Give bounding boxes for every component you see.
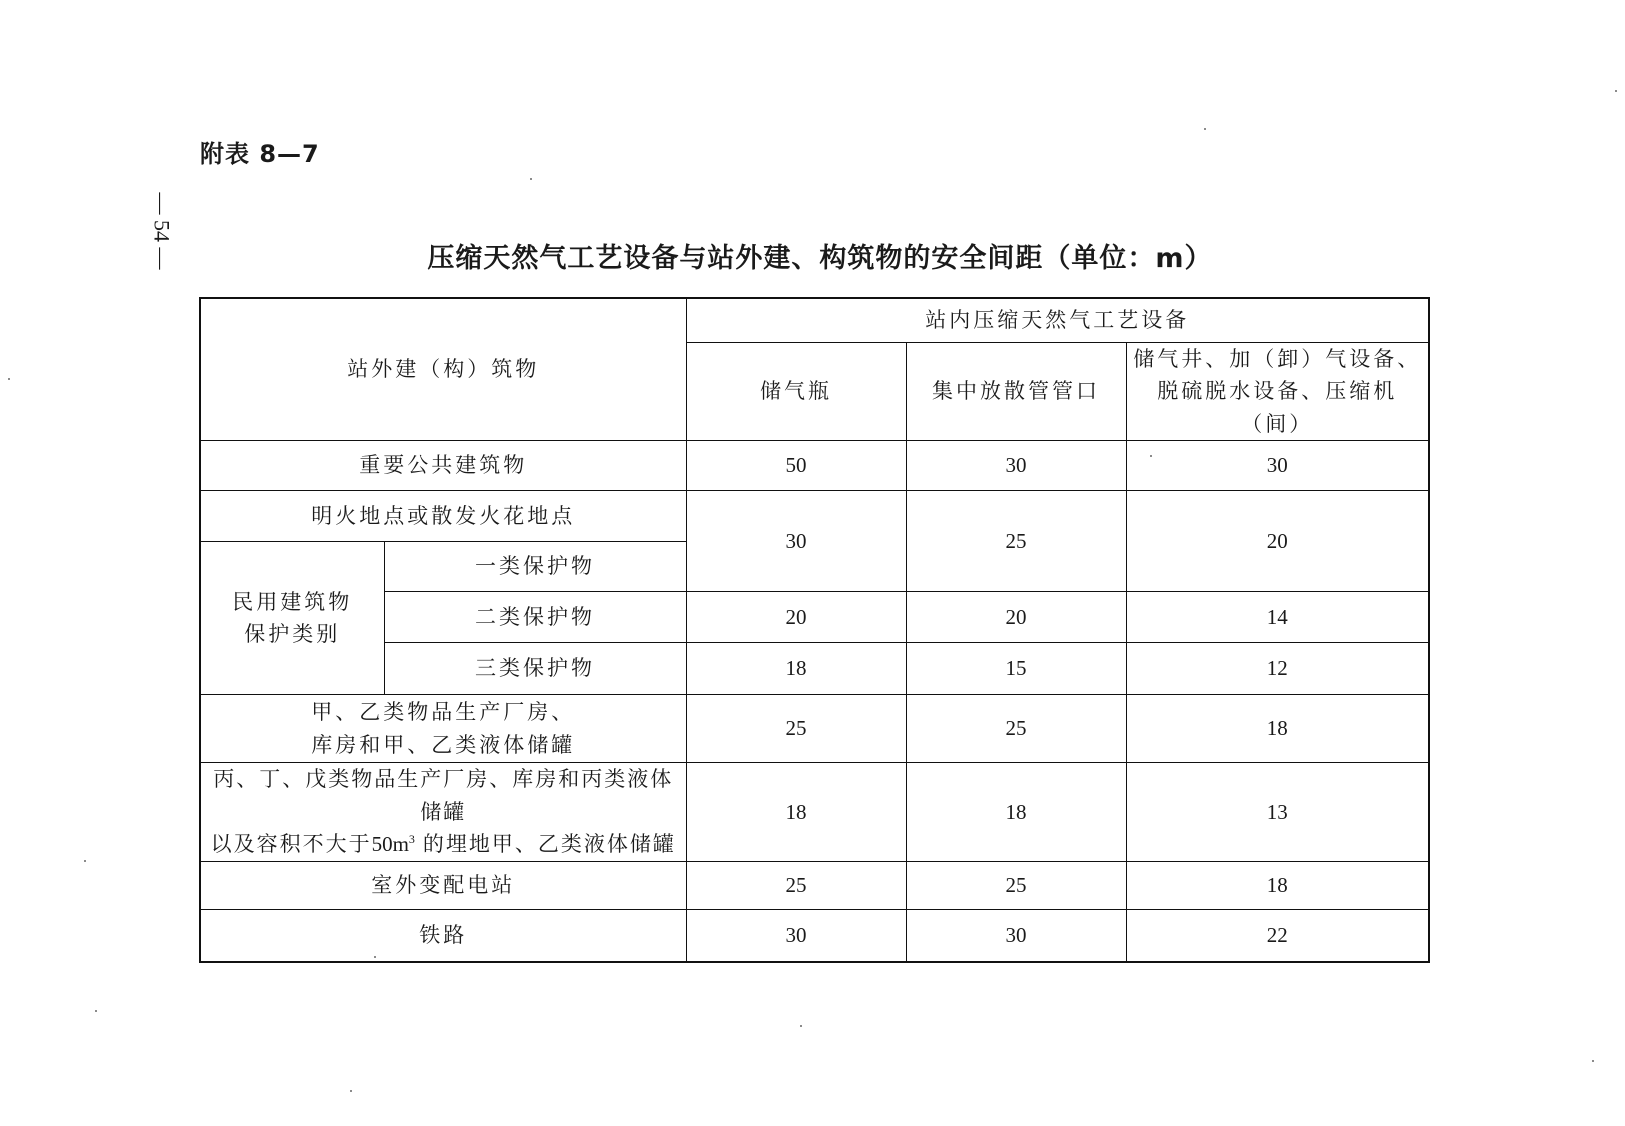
cell-value: 13 <box>1126 763 1429 862</box>
row-label: 二类保护物 <box>384 592 686 643</box>
cell-value: 12 <box>1126 643 1429 695</box>
volume-exponent: 3 <box>408 832 415 847</box>
civil-building-group-label <box>200 542 384 695</box>
page-number <box>146 176 176 286</box>
safety-distance-table <box>199 297 1430 963</box>
table-title: 压缩天然气工艺设备与站外建、构筑物的安全间距（单位：m） <box>427 243 1213 274</box>
scan-speck <box>84 860 86 862</box>
scan-speck <box>1615 90 1617 92</box>
cell-value: 18 <box>686 763 906 862</box>
appendix-label: 附表 8—7 <box>200 140 320 168</box>
row-label-fragment: 的埋地甲、乙类液体储罐 <box>422 832 676 857</box>
scan-speck <box>95 1010 97 1012</box>
row-header-cell: 站外建（构）筑物 <box>200 298 686 441</box>
col-header-gas-cylinder: 储气瓶 <box>686 342 906 441</box>
cell-value: 30 <box>686 909 906 962</box>
row-label: 重要公共建筑物 <box>200 441 686 491</box>
row-label-fragment: 以及容积不大于 <box>210 832 372 857</box>
scan-speck <box>350 1090 352 1092</box>
table-row <box>200 592 1429 643</box>
table-row <box>200 643 1429 695</box>
cell-value: 20 <box>906 592 1126 643</box>
table-row <box>200 491 1429 542</box>
cell-value: 25 <box>686 695 906 763</box>
table-row <box>200 695 1429 763</box>
scan-speck <box>1592 1060 1594 1062</box>
table-row <box>200 861 1429 909</box>
row-label-line: 甲、乙类物品生产厂房、 <box>311 700 576 725</box>
group-label-line: 民用建筑物 <box>232 589 353 614</box>
row-label: 室外变配电站 <box>200 861 686 909</box>
cell-value: 30 <box>906 441 1126 491</box>
col-header-vent-pipe: 集中放散管管口 <box>906 342 1126 441</box>
cell-value: 18 <box>1126 861 1429 909</box>
row-label: 三类保护物 <box>384 643 686 695</box>
cell-value: 30 <box>686 491 906 592</box>
row-label <box>200 763 686 862</box>
scan-speck <box>800 1025 802 1027</box>
row-label-line: 库房和甲、乙类液体储罐 <box>311 732 576 757</box>
row-label: 明火地点或散发火花地点 <box>200 491 686 542</box>
col-header-line: 储气井、加（卸）气设备、 <box>1133 346 1422 371</box>
cell-value: 25 <box>906 491 1126 592</box>
scan-speck <box>1150 455 1152 457</box>
cell-value: 25 <box>906 695 1126 763</box>
cell-value: 25 <box>906 861 1126 909</box>
row-label: 铁路 <box>200 909 686 962</box>
scan-speck <box>374 956 376 958</box>
col-header-gas-well-equipment <box>1126 342 1429 441</box>
volume-value: 50m <box>371 832 409 857</box>
cell-value: 20 <box>1126 491 1429 592</box>
cell-value: 25 <box>686 861 906 909</box>
cell-value: 20 <box>686 592 906 643</box>
cell-value: 22 <box>1126 909 1429 962</box>
cell-value: 15 <box>906 643 1126 695</box>
cell-value: 18 <box>686 643 906 695</box>
row-label: 一类保护物 <box>384 542 686 592</box>
table-row <box>200 909 1429 962</box>
table-row <box>200 763 1429 862</box>
scan-speck <box>1204 128 1206 130</box>
cell-value: 18 <box>1126 695 1429 763</box>
cell-value: 50 <box>686 441 906 491</box>
cell-value: 18 <box>906 763 1126 862</box>
header-row-1 <box>200 298 1429 342</box>
page-number-text: — 54 — <box>149 192 174 270</box>
cell-value: 14 <box>1126 592 1429 643</box>
scan-speck <box>8 378 10 380</box>
row-label <box>200 695 686 763</box>
table-row <box>200 441 1429 491</box>
col-header-line: 脱硫脱水设备、压缩机（间） <box>1157 379 1398 436</box>
cell-value: 30 <box>1126 441 1429 491</box>
group-header-cell: 站内压缩天然气工艺设备 <box>686 298 1429 342</box>
row-label-line <box>205 828 682 861</box>
scan-speck <box>530 178 532 180</box>
group-label-line: 保护类别 <box>244 622 341 647</box>
row-label-line: 丙、丁、戊类物品生产厂房、库房和丙类液体储罐 <box>213 767 674 824</box>
cell-value: 30 <box>906 909 1126 962</box>
